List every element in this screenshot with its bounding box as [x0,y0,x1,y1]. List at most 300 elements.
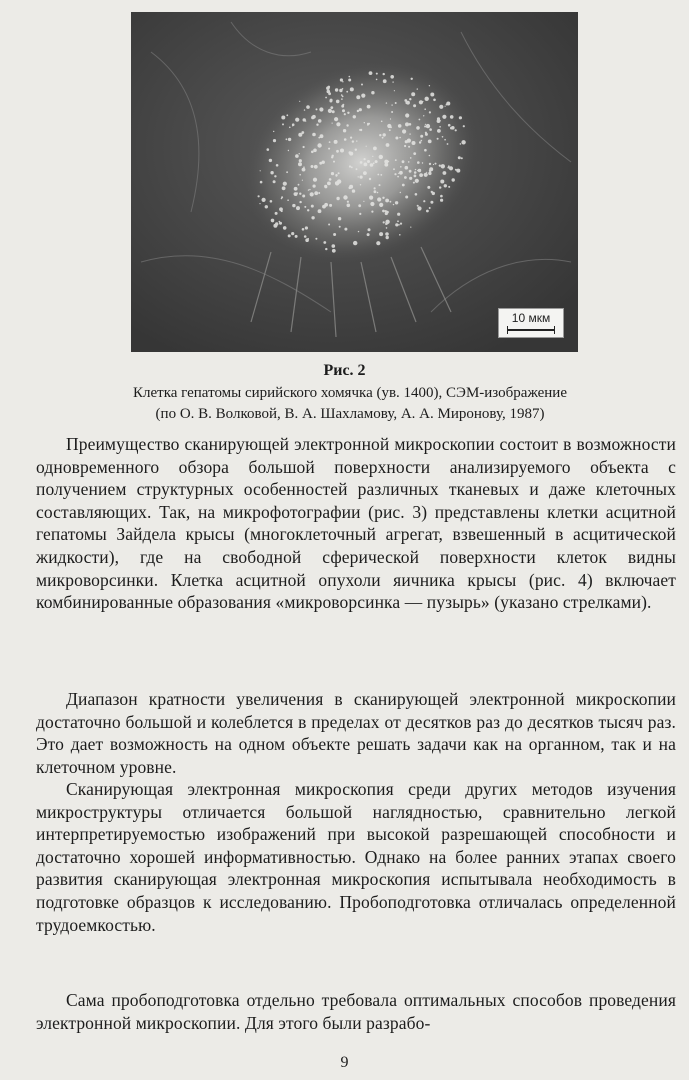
micrograph-speckle [424,173,428,177]
micrograph-speckle [359,108,362,111]
micrograph-speckle [425,132,427,134]
micrograph-speckle [299,174,301,176]
micrograph-speckle [302,228,305,231]
micrograph-speckle [283,226,287,230]
micrograph-speckle [395,223,398,226]
micrograph-speckle [347,204,351,208]
micrograph-speckle [323,241,326,244]
micrograph-speckle [336,197,339,200]
micrograph-speckle [377,192,379,194]
micrograph-speckle [441,164,445,168]
micrograph-speckle [299,201,301,203]
micrograph-speckle [337,179,341,183]
micrograph-speckle [329,204,332,207]
micrograph-speckle [384,160,388,164]
micrograph-speckle [366,146,367,147]
micrograph-speckle [322,205,326,209]
micrograph-speckle [275,212,278,215]
micrograph-speckle [443,171,447,175]
micrograph-speckle [336,122,340,126]
micrograph-speckle [382,137,384,139]
micrograph-speckle [360,184,361,185]
micrograph-speckle [286,138,288,140]
micrograph-speckle [409,98,411,100]
micrograph-speckle [342,88,344,90]
micrograph-speckle [385,232,389,236]
micrograph-speckle [463,125,465,127]
micrograph-speckle [358,231,359,232]
micrograph-speckle [409,170,412,173]
micrograph-speckle [425,97,429,101]
micrograph-speckle [410,157,412,159]
micrograph-speckle [411,78,413,80]
micrograph-speckle [296,206,300,210]
micrograph-speckle [292,123,295,126]
figure-caption [40,383,660,425]
micrograph-speckle [304,235,307,238]
figure-caption-line-1: Клетка гепатомы сирийского хомячка (ув. 1400), СЭМ-изображение [133,385,567,401]
micrograph-speckle [414,171,417,174]
micrograph-speckle [302,195,305,198]
micrograph-speckle [288,150,289,151]
micrograph-speckle [349,76,351,78]
micrograph-speckle [412,141,416,145]
micrograph-speckle [424,149,427,152]
micrograph-speckle [336,175,338,177]
micrograph-speckle [333,233,336,236]
micrograph-speckle [429,128,432,131]
micrograph-speckle [356,95,360,99]
micrograph-speckle [433,99,436,102]
micrograph-speckle [295,118,299,122]
micrograph-speckle [371,91,374,94]
micrograph-speckle [409,177,412,180]
micrograph-speckle [313,149,317,153]
micrograph-speckle [303,166,305,168]
micrograph-speckle [379,155,383,159]
micrograph-speckle [311,151,314,154]
micrograph-speckle [356,140,357,141]
micrograph-speckle [359,213,361,215]
micrograph-speckle [391,104,392,105]
micrograph-speckle [274,175,276,177]
micrograph-speckle [343,129,346,132]
micrograph-speckle [439,165,441,167]
micrograph-speckle [364,122,365,123]
micrograph-speckle [404,176,407,179]
micrograph-speckle [408,161,410,163]
micrograph-speckle [414,175,417,178]
micrograph-speckle [286,171,288,173]
micrograph-speckle [385,212,388,215]
micrograph-speckle [389,129,391,131]
micrograph-speckle [430,201,433,204]
micrograph-speckle [410,227,411,228]
paragraph-1: Преимущество сканирующей электронной микроскопии состоит в возможности одновременного обзора большой поверхности анализируемого объекта с получением структурных особенностей различных тканевых и даже клеточных составляющих. Так, на микрофотографии (рис. 3) представлены клетки асцитной гепатомы Зайдела крысы (многоклеточный агрегат, взвешенный в асцитической жидкости), где на свободной сферической поверхности клеток видны микроворсинки. Клетка асцитной опухоли яичника крысы (рис. 4) включает комбинированные образования «микроворсинка — пузырь» (указано стрелками). [36,434,676,613]
micrograph-speckle [340,149,344,153]
micrograph-speckle [393,168,395,170]
micrograph-speckle [269,159,272,162]
micrograph-speckle [392,81,393,82]
micrograph-speckle [440,180,444,184]
micrograph-speckle [406,101,410,105]
micrograph-speckle [423,115,424,116]
micrograph-speckle [282,123,284,125]
micrograph-speckle [318,192,320,194]
micrograph-speckle [302,168,306,172]
micrograph-speckle [374,190,377,193]
micrograph-speckle [386,227,388,229]
micrograph-speckle [446,104,448,106]
micrograph-speckle [340,78,343,81]
micrograph-speckle [402,184,405,187]
figure-title: Рис. 2 [323,362,366,379]
micrograph-speckle [437,129,441,133]
micrograph-speckle [270,200,273,203]
micrograph-speckle [426,172,427,173]
micrograph-speckle [379,134,381,136]
micrograph-speckle [399,137,401,139]
micrograph-speckle [400,223,402,225]
micrograph-speckle [395,137,398,140]
micrograph-speckle [299,193,301,195]
micrograph-speckle [424,108,426,110]
micrograph-speckle [444,139,446,141]
micrograph-speckle [328,148,330,150]
micrograph-speckle [286,114,288,116]
micrograph-speckle [395,159,397,161]
micrograph-speckle [292,204,295,207]
micrograph-speckle [332,123,333,124]
micrograph-speckle [391,111,393,113]
micrograph-speckle [402,129,406,133]
micrograph-speckle [418,169,421,172]
micrograph-speckle [386,102,387,103]
micrograph-speckle [449,166,453,170]
micrograph-speckle [460,143,462,145]
micrograph-speckle [450,115,454,119]
micrograph-speckle [383,221,385,223]
micrograph-speckle [347,201,349,203]
paragraph-4: Сама пробоподготовка отдельно требовала оптимальных способов проведения электронной микроскопии. Для этого были разрабо- [36,990,676,1033]
micrograph-speckle [368,123,370,125]
micrograph-speckle [313,178,317,182]
micrograph-speckle [287,199,289,201]
micrograph-speckle [309,189,310,190]
micrograph-speckle [334,140,338,144]
micrograph-speckle [369,196,373,200]
micrograph-speckle [306,105,310,109]
micrograph-speckle [379,203,383,207]
micrograph-speckle [288,138,291,141]
micrograph-speckle [405,166,409,170]
micrograph-speckle [358,204,361,207]
micrograph-speckle [311,116,314,119]
micrograph-speckle [452,178,455,181]
micrograph-speckle [299,153,300,154]
micrograph-speckle [447,143,449,145]
micrograph-speckle [427,186,430,189]
paragraph-2: Диапазон кратности увеличения в сканирующей электронной микроскопии достаточно большой и колеблется в пределах от десятков раз до десятков тысяч раз. Это дает возможность на одном объекте решать задачи как на органном, так и на клеточном уровне. [36,689,676,777]
micrograph-speckle [260,170,261,171]
micrograph-speckle [386,143,390,147]
micrograph-speckle [440,199,443,202]
micrograph-speckle [417,88,418,89]
micrograph-speckle [370,202,374,206]
micrograph-speckle [339,226,341,228]
micrograph-speckle [357,110,359,112]
micrograph-speckle [376,241,380,245]
micrograph-speckle [399,234,401,236]
micrograph-speckle [273,131,274,132]
micrograph-speckle [433,164,434,165]
micrograph-speckle [448,186,450,188]
micrograph-speckle [305,226,308,229]
micrograph-speckle [405,122,409,126]
micrograph-speckle [416,126,420,130]
micrograph-speckle [294,187,298,191]
micrograph-speckle [350,137,352,139]
micrograph-speckle [439,186,441,188]
micrograph-speckle [367,160,370,163]
micrograph-speckle [415,169,416,170]
micrograph-speckle [318,119,322,123]
micrograph-speckle [341,94,343,96]
micrograph-speckle [328,109,332,113]
micrograph-speckle [265,205,268,208]
micrograph-speckle [398,173,399,174]
micrograph-speckle [380,174,382,176]
micrograph-speckle [336,100,340,104]
micrograph-speckle [420,135,423,138]
micrograph-speckle [355,149,357,151]
micrograph-speckle [332,110,335,113]
micrograph-speckle [314,191,318,195]
micrograph-speckle [429,163,431,165]
micrograph-speckle [298,162,302,166]
micrograph-speckle [369,178,371,180]
micrograph-speckle [356,168,358,170]
micrograph-speckle [351,166,353,168]
micrograph-speckle [275,222,278,225]
micrograph-speckle [375,160,378,163]
micrograph-speckle [352,140,354,142]
micrograph-speckle [342,81,343,82]
micrograph-speckle [294,192,297,195]
micrograph-speckle [422,101,423,102]
micrograph-speckle [445,106,446,107]
micrograph-speckle [390,201,392,203]
micrograph-speckle [425,124,426,125]
micrograph-speckle [346,124,348,126]
micrograph-speckle [421,140,423,142]
micrograph-speckle [299,101,300,102]
micrograph-speckle [437,138,439,140]
micrograph-speckle [346,91,348,93]
micrograph-speckle [385,210,387,212]
micrograph-speckle [349,151,352,154]
micrograph-speckle [374,187,376,189]
micrograph-speckle [273,139,276,142]
micrograph-speckle [448,124,451,127]
micrograph-speckle [402,160,405,163]
micrograph-speckle [329,178,332,181]
micrograph-speckle [341,105,344,108]
micrograph-speckle [262,198,266,202]
micrograph-speckle [325,248,327,250]
micrograph-speckle [442,115,446,119]
micrograph-speckle [307,209,309,211]
micrograph-speckle [334,117,338,121]
micrograph-speckle [379,232,383,236]
micrograph-speckle [352,189,355,192]
micrograph-speckle [394,90,395,91]
micrograph-speckle [348,79,351,82]
micrograph-speckle [310,192,314,196]
micrograph-speckle [341,98,343,100]
micrograph-speckle [419,173,423,177]
micrograph-speckle [319,107,323,111]
micrograph-speckle [405,196,408,199]
micrograph-speckle [303,146,305,148]
micrograph-speckle [426,124,430,128]
micrograph-speckle [338,217,341,220]
micrograph-speckle [397,176,399,178]
micrograph-speckle [430,93,434,97]
micrograph-speckle [332,244,336,248]
micrograph-speckle [429,85,430,86]
micrograph-speckle [386,236,389,239]
micrograph-speckle [347,112,349,114]
micrograph-speckle [439,105,443,109]
figure-caption-line-2: (по О. В. Волковой, В. А. Шахламову, А. А. Миронову, 1987) [155,406,545,422]
micrograph-speckle [383,79,387,83]
scale-bar [498,308,564,338]
micrograph-speckle [320,134,324,138]
micrograph-speckle [408,146,410,148]
micrograph-speckle [461,157,463,159]
micrograph-speckle [335,88,338,91]
micrograph-speckle [370,163,374,167]
micrograph-speckle [325,97,327,99]
micrograph-speckle [302,180,303,181]
micrograph-speckle [308,189,309,190]
micrograph-speckle [429,167,433,171]
micrograph-speckle [373,162,375,164]
micrograph-speckle [431,191,433,193]
paragraph-3: Сканирующая электронная микроскопия среди других методов изучения микроструктуры отличается большой наглядностью, сравнительно легкой интерпретируемостью изображений при высокой разрешающей способности и достаточно хорошей информативностью. Однако на более ранних этапах своего развития сканирующая электронная микроскопия испытывала необходимость в подготовке образцов к исследованию. Пробоподготовка отличалась определенной трудоемкостью. [36,779,676,935]
micrograph-speckle [455,129,457,131]
micrograph-speckle [344,228,347,231]
micrograph-speckle [344,113,346,115]
micrograph-speckle [283,182,287,186]
micrograph-speckle [419,119,421,121]
micrograph-speckle [326,86,330,90]
micrograph-speckle [390,118,391,119]
micrograph-speckle [353,115,356,118]
micrograph-speckle [289,127,291,129]
micrograph-speckle [367,105,371,109]
micrograph-speckle [330,99,333,102]
micrograph-speckle [272,220,274,222]
hepatoma-cell-sem-image [131,12,578,352]
micrograph-speckle [312,133,316,137]
micrograph-speckle [349,187,352,190]
micrograph-speckle [417,206,421,210]
micrograph-speckle [361,94,365,98]
micrograph-speckle [331,156,333,158]
micrograph-speckle [376,79,378,81]
micrograph-speckle [364,158,366,160]
micrograph-speckle [415,193,418,196]
micrograph-speckle [395,201,398,204]
micrograph-speckle [336,150,339,153]
micrograph-speckle [385,220,389,224]
micrograph-speckle [458,156,461,159]
scale-bar-line [507,329,555,331]
micrograph-speckle [422,162,423,163]
micrograph-speckle [451,126,455,130]
micrograph-speckle [442,136,444,138]
micrograph-speckle [413,104,416,107]
micrograph-speckle [267,148,270,151]
micrograph-speckle [369,71,373,75]
micrograph-speckle [400,166,402,168]
micrograph-speckle [397,220,399,222]
micrograph-speckle [363,201,364,202]
micrograph-speckle [315,238,317,240]
micrograph-speckle [324,185,327,188]
micrograph-speckle [419,100,423,104]
micrograph-speckle [281,196,283,198]
micrograph-speckle [371,211,373,213]
micrograph-speckle [399,171,403,175]
micrograph-speckle [381,121,383,123]
micrograph-speckle [459,116,462,119]
micrograph-speckle [276,164,279,167]
micrograph-speckle [303,118,306,121]
micrograph-speckle [383,73,385,75]
micrograph-speckle [428,172,431,175]
micrograph-speckle [332,249,336,253]
micrograph-speckle [377,197,381,201]
micrograph-speckle [440,195,443,198]
micrograph-speckle [316,108,318,110]
micrograph-speckle [344,138,347,141]
micrograph-speckle [413,152,416,155]
micrograph-speckle [398,224,400,226]
micrograph-speckle [288,234,291,237]
micrograph-speckle [367,233,370,236]
micrograph-speckle [411,92,415,96]
micrograph-speckle [372,156,373,157]
micrograph-speckle [376,73,378,75]
micrograph-speckle [338,172,340,174]
micrograph-speckle [279,221,281,223]
micrograph-speckle [397,213,400,216]
micrograph-speckle [260,181,263,184]
micrograph-speckle [363,171,367,175]
micrograph-speckle [383,133,386,136]
micrograph-speckle [419,141,421,143]
scale-bar-label: 10 мкм [511,311,551,325]
micrograph-speckle [304,206,306,208]
micrograph-speckle [361,84,363,86]
micrograph-speckle [364,163,368,167]
micrograph-speckle [316,124,318,126]
micrograph-speckle [333,161,335,163]
sem-micrograph [131,12,578,352]
